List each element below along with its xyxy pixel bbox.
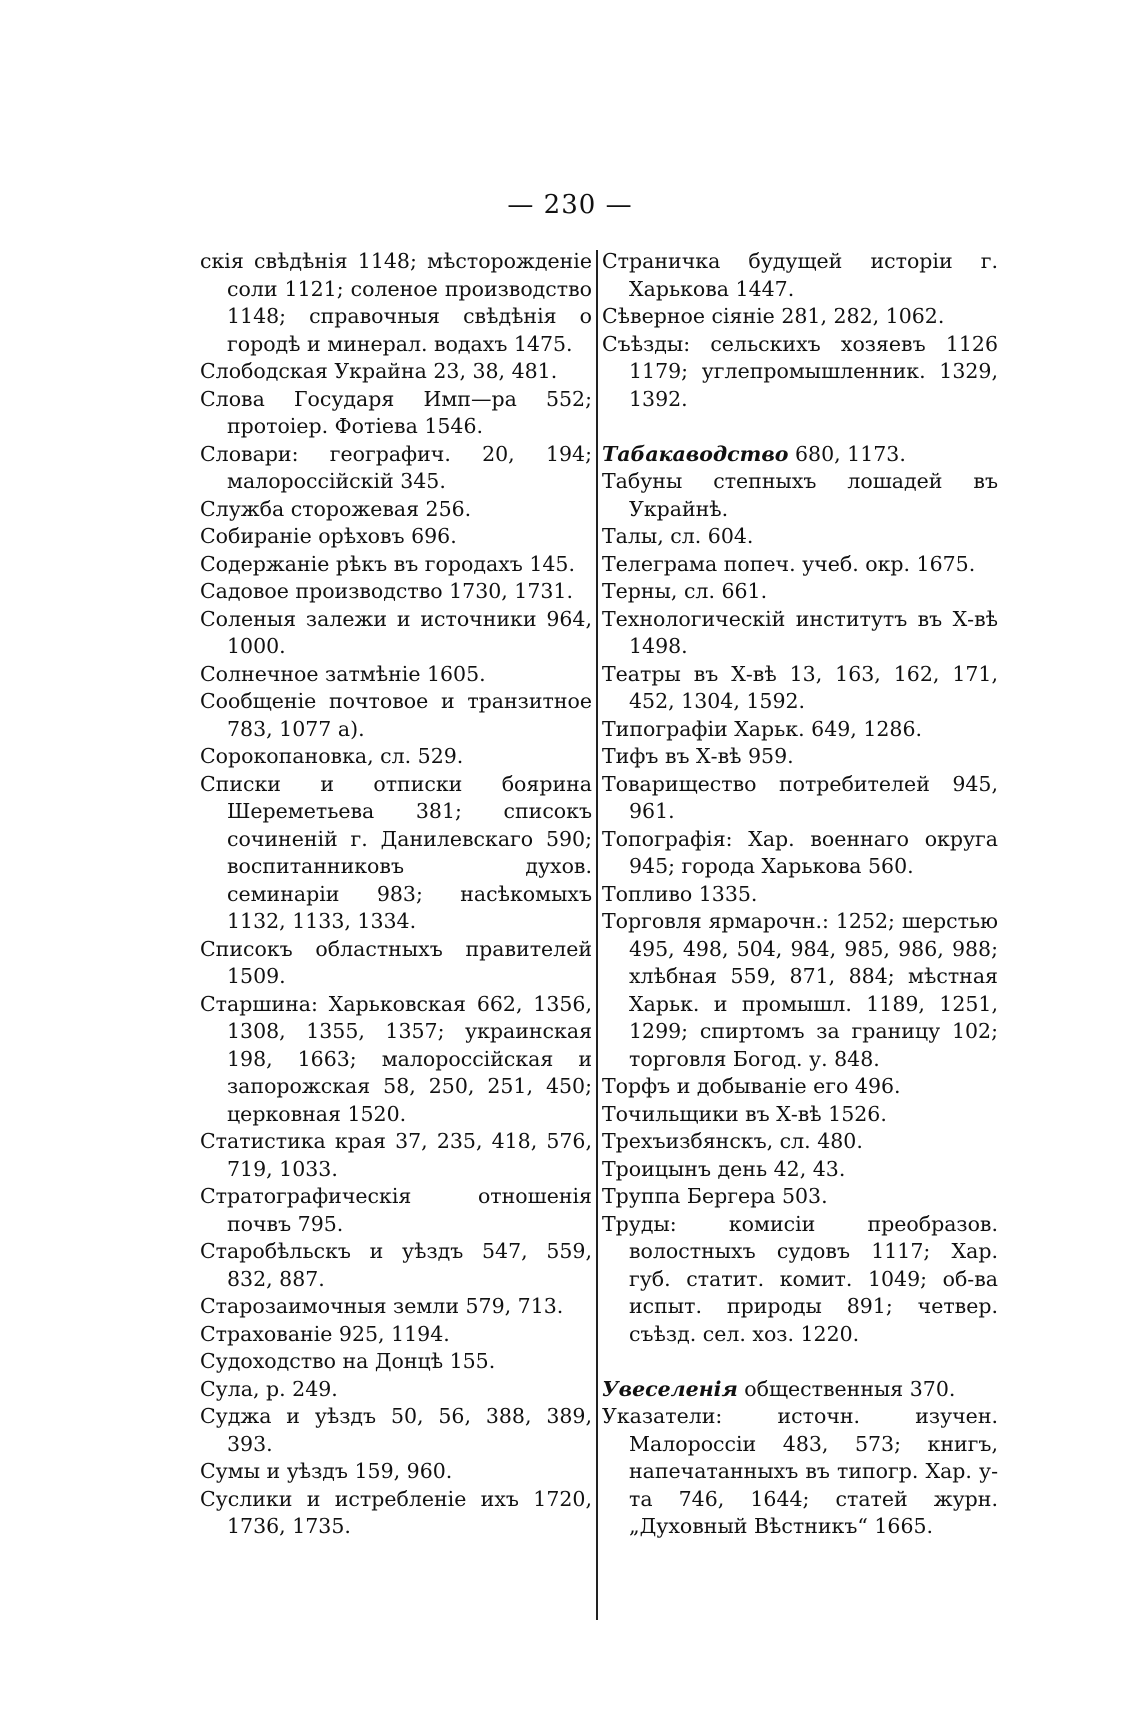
page-number: — 230 —	[507, 190, 633, 220]
column-divider	[596, 250, 598, 1620]
index-entry	[602, 551, 998, 579]
index-entry	[200, 661, 592, 689]
index-entry-text: Троицынъ день 42, 43.	[602, 1156, 846, 1181]
index-entry-text: Списки и отписки боярина Шереметьева 381; списокъ сочиненій г. Данилевскаго 590; воспитанниковъ духов. семинаріи 983; насѣкомыхъ 1132, 1133, 1334.	[200, 771, 592, 933]
index-entry-text: Трехъизбянскъ, сл. 480.	[602, 1129, 863, 1153]
index-entry-text: Стратографическія отношенія почвъ 795.	[200, 1184, 592, 1236]
index-entry-text: Суджа и уѣздъ 50, 56, 388, 389, 393.	[200, 1404, 592, 1456]
index-entry	[602, 743, 998, 771]
index-entry-text: Соленыя залежи и источники 964, 1000.	[200, 606, 592, 658]
index-entry-text: Труппа Бергера 503.	[602, 1184, 828, 1208]
index-entry	[200, 1321, 592, 1349]
index-entry-text: Табуны степныхъ лошадей въ Украйнѣ.	[602, 469, 998, 521]
index-entry	[200, 386, 592, 441]
index-entry-text: Солнечное затмѣніе 1605.	[200, 661, 486, 686]
index-entry	[602, 248, 998, 303]
index-entry	[200, 1376, 592, 1404]
index-entry	[200, 771, 592, 936]
index-entry	[200, 1458, 592, 1486]
index-entry-text: Талы, сл. 604.	[602, 524, 754, 548]
index-entry-text: скія свѣдѣнія 1148; мѣсторожденіе соли 1121; соленое производство 1148; справочныя свѣдѣнія о городѣ и минерал. водахъ 1475.	[200, 249, 592, 356]
index-entry	[200, 441, 592, 496]
index-entry	[200, 1486, 592, 1541]
index-column-left	[200, 248, 592, 1541]
index-entry	[200, 358, 592, 386]
index-entry-text: Сумы и уѣздъ 159, 960.	[200, 1459, 453, 1483]
index-entry	[200, 551, 592, 579]
index-entry-text: Служба сторожевая 256.	[200, 496, 472, 521]
index-entry-text: Страхованіе 925, 1194.	[200, 1321, 450, 1346]
index-entry	[602, 908, 998, 1073]
index-entry	[602, 523, 998, 551]
index-entry	[200, 1238, 592, 1293]
index-entry	[602, 771, 998, 826]
index-entry-text: Сула, р. 249.	[200, 1376, 338, 1401]
index-entry	[602, 716, 998, 744]
index-entry	[200, 248, 592, 358]
index-entry	[602, 1403, 998, 1541]
index-entry-text: Собираніе орѣховъ 696.	[200, 524, 457, 548]
entry-gap	[602, 413, 998, 441]
index-entry-text: общественныя 370.	[737, 1376, 956, 1401]
index-entry	[602, 606, 998, 661]
index-entry-text: 680, 1173.	[788, 441, 906, 466]
index-entry-text: Словари: географич. 20, 194; малороссійскій 345.	[200, 441, 592, 493]
index-entry-text: Товарищество потребителей 945, 961.	[602, 771, 998, 823]
index-entry	[200, 1403, 592, 1458]
index-entry-text: Слободская Украйна 23, 38, 481.	[200, 359, 558, 383]
index-entry	[200, 1293, 592, 1321]
index-entry-text: Указатели: источн. изучен. Малороссіи 483, 573; книгъ, напечатанныхъ въ типогр. Хар. у-та 746, 1644; статей журн. „Духовный Вѣстникъ“ 1665.	[602, 1404, 998, 1538]
index-entry-text: Суслики и истребленіе ихъ 1720, 1736, 1735.	[200, 1486, 592, 1538]
index-entry-text: Сѣверное сіяніе 281, 282, 1062.	[602, 304, 945, 328]
index-entry-text: Топливо 1335.	[602, 881, 758, 906]
index-entry	[602, 578, 998, 606]
index-entry-text: Старозаимочныя земли 579, 713.	[200, 1294, 564, 1318]
index-entry-text: Топографія: Хар. военнаго округа 945; города Харькова 560.	[602, 826, 998, 878]
index-entry	[602, 303, 998, 331]
index-entry	[200, 496, 592, 524]
index-entry-text: Сообщеніе почтовое и транзитное 783, 1077 а).	[200, 689, 592, 741]
index-entry-text: Труды: комисіи преобразов. волостныхъ судовъ 1117; Хар. губ. статит. комит. 1049; об-ва испыт. природы 891; четвер. съѣзд. сел. хоз. 1220.	[602, 1211, 998, 1346]
index-entry	[602, 468, 998, 523]
index-entry	[602, 1101, 998, 1129]
index-headword: Увеселенія	[602, 1376, 738, 1401]
index-entry	[200, 688, 592, 743]
index-entry-text: Старобѣльскъ и уѣздъ 547, 559, 832, 887.	[200, 1239, 592, 1291]
index-entry-text: Страничка будущей исторіи г. Харькова 1447.	[602, 249, 998, 301]
index-entry	[602, 1128, 998, 1156]
index-entry	[200, 936, 592, 991]
index-entry-text: Торфъ и добываніе его 496.	[602, 1074, 901, 1098]
index-entry-text: Терны, сл. 661.	[602, 579, 768, 603]
index-entry	[602, 826, 998, 881]
index-entry	[200, 523, 592, 551]
index-entry	[602, 881, 998, 909]
index-entry	[200, 1183, 592, 1238]
index-entry-text: Садовое производство 1730, 1731.	[200, 579, 573, 603]
index-headword: Табакаводство	[602, 441, 789, 466]
index-entry	[602, 661, 998, 716]
index-entry	[602, 1073, 998, 1101]
index-entry	[200, 606, 592, 661]
index-entry	[200, 1348, 592, 1376]
index-entry	[602, 1376, 998, 1404]
index-entry-text: Театры въ Х-вѣ 13, 163, 162, 171, 452, 1304, 1592.	[602, 661, 998, 713]
index-entry-text: Старшина: Харьковская 662, 1356, 1308, 1355, 1357; украинская 198, 1663; малороссійская и запорожская 58, 250, 251, 450; церковная 1520.	[200, 991, 592, 1126]
index-entry-text: Слова Государя Имп—ра 552; протоіер. Фотіева 1546.	[200, 386, 592, 438]
index-column-right	[602, 248, 998, 1541]
index-entry-text: Статистика края 37, 235, 418, 576, 719, 1033.	[200, 1129, 592, 1181]
index-entry	[602, 1156, 998, 1184]
index-entry-text: Торговля ярмарочн.: 1252; шерстью 495, 498, 504, 984, 985, 986, 988; хлѣбная 559, 871, 884; мѣстная Харьк. и промышл. 1189, 1251, 1299; спиртомъ за границу 102; торговля Богод. у. 848.	[602, 909, 998, 1071]
index-entry-text: Содержаніе рѣкъ въ городахъ 145.	[200, 551, 575, 576]
index-entry	[602, 1211, 998, 1349]
index-entry	[602, 1183, 998, 1211]
index-entry-text: Съѣзды: сельскихъ хозяевъ 1126 1179; углепромышленник. 1329, 1392.	[602, 331, 998, 411]
index-entry	[200, 1128, 592, 1183]
index-entry-text: Технологическій институтъ въ Х-вѣ 1498.	[602, 606, 998, 658]
index-entry	[200, 578, 592, 606]
index-entry-text: Типографіи Харьк. 649, 1286.	[602, 716, 923, 741]
index-entry	[200, 743, 592, 771]
index-entry	[602, 441, 998, 469]
index-entry-text: Списокъ областныхъ правителей 1509.	[200, 936, 592, 988]
index-entry-text: Судоходство на Донцѣ 155.	[200, 1349, 496, 1373]
entry-gap	[602, 1348, 998, 1376]
index-entry-text: Точильщики въ Х-вѣ 1526.	[602, 1101, 887, 1126]
index-entry-text: Тифъ въ Х-вѣ 959.	[602, 744, 794, 768]
index-entry	[200, 991, 592, 1129]
index-entry-text: Сорокопановка, сл. 529.	[200, 744, 464, 768]
index-entry-text: Телеграма попеч. учеб. окр. 1675.	[602, 551, 976, 576]
index-entry	[602, 331, 998, 414]
